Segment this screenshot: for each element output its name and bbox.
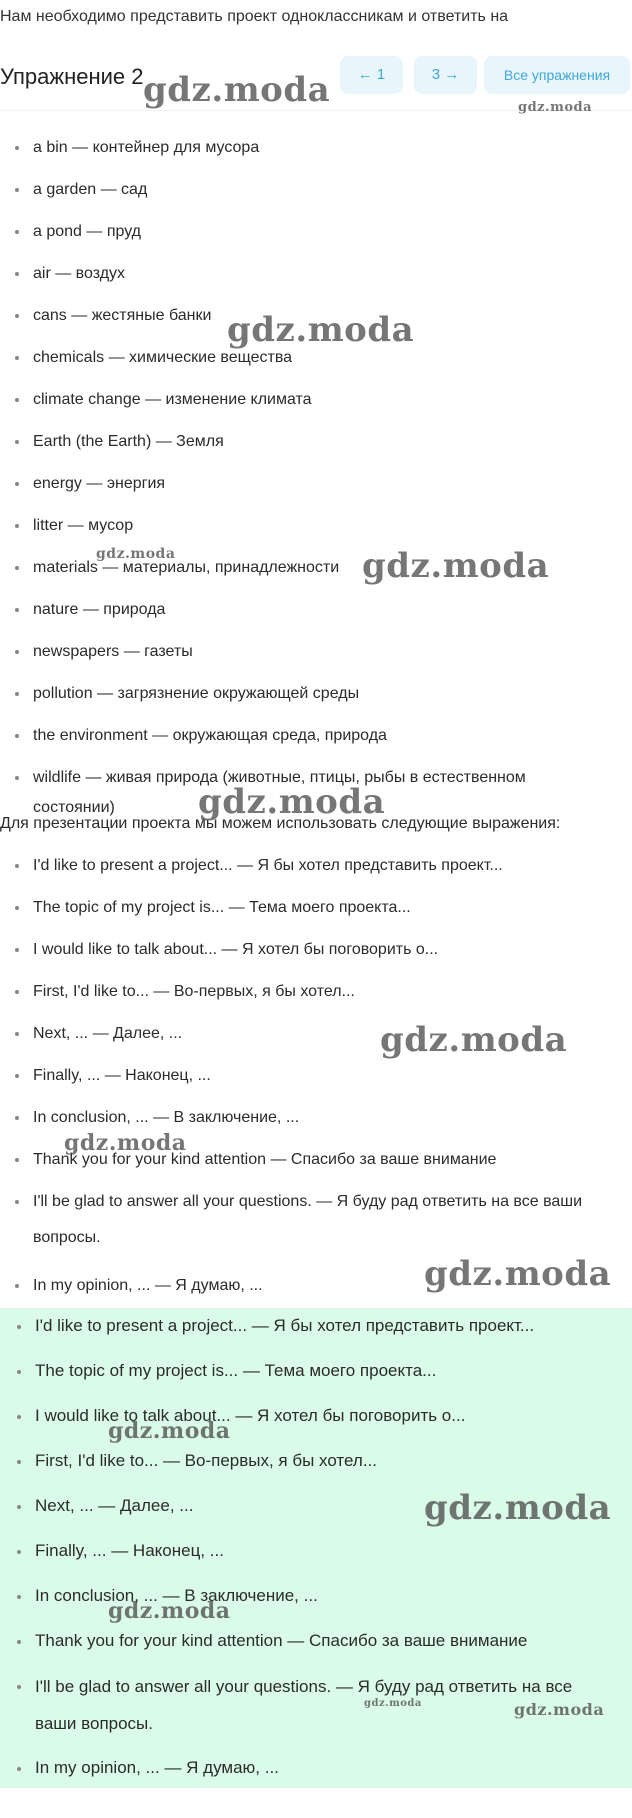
bullet-icon <box>15 776 19 780</box>
bullet-icon <box>15 1032 19 1036</box>
bullet-icon <box>15 1116 19 1120</box>
watermark-logo: gdz.moda <box>108 1598 231 1624</box>
bullet-icon <box>15 314 19 318</box>
intro-line: Нам необходимо представить проект одноклассникам и ответить на <box>0 8 509 25</box>
bullet-icon <box>15 524 19 528</box>
bullet-icon <box>15 188 19 192</box>
watermark-logo: gdz.moda <box>424 1254 612 1294</box>
bullet-icon <box>15 398 19 402</box>
bullet-icon <box>15 1284 19 1288</box>
page-title: Упражнение 2 <box>0 64 144 89</box>
bullet-icon <box>15 1158 19 1162</box>
watermark-logo: gdz.moda <box>227 310 415 350</box>
list-item: I'll be glad to answer all your questions. — Я буду рад ответить на все ваши вопросы. <box>0 1184 620 1256</box>
bullet-icon <box>15 482 19 486</box>
watermark-logo: gdz.moda <box>362 546 550 586</box>
bullet-icon <box>15 864 19 868</box>
bullet-icon <box>17 1325 21 1329</box>
bullet-icon <box>15 566 19 570</box>
bullet-icon <box>17 1505 21 1509</box>
watermark-logo: gdz.moda <box>96 546 176 562</box>
bullet-icon <box>15 608 19 612</box>
bullet-icon <box>15 356 19 360</box>
bullet-icon <box>15 692 19 696</box>
watermark-logo: gdz.moda <box>364 1698 422 1709</box>
prev-exercise-button[interactable]: ← 1 <box>340 56 403 94</box>
watermark-logo: gdz.moda <box>198 782 386 822</box>
all-exercises-button[interactable]: Все упражнения <box>484 56 630 94</box>
watermark-logo: gdz.moda <box>143 70 331 110</box>
watermark-logo: gdz.moda <box>424 1488 612 1528</box>
bullet-icon <box>15 948 19 952</box>
watermark-logo: gdz.moda <box>64 1130 187 1156</box>
watermark-logo: gdz.moda <box>108 1418 231 1444</box>
bullet-icon <box>15 1200 19 1204</box>
bullet-icon <box>15 990 19 994</box>
bullet-icon <box>17 1685 21 1689</box>
bullet-icon <box>17 1415 21 1419</box>
next-exercise-button[interactable]: 3 → <box>414 56 477 94</box>
watermark-logo: gdz.moda <box>514 1700 605 1719</box>
bullet-icon <box>15 734 19 738</box>
list-item: I'll be glad to answer all your questions. — Я буду рад ответить на все ваши вопросы. <box>0 1668 620 1742</box>
bullet-icon <box>15 230 19 234</box>
bullet-icon <box>17 1550 21 1554</box>
bullet-icon <box>17 1640 21 1644</box>
watermark-logo: gdz.moda <box>518 100 593 115</box>
bullet-icon <box>15 650 19 654</box>
watermark-logo: gdz.moda <box>380 1020 568 1060</box>
bullet-icon <box>15 272 19 276</box>
bullet-icon <box>17 1370 21 1374</box>
bullet-icon <box>15 906 19 910</box>
bullet-icon <box>17 1595 21 1599</box>
phrases-intro: Для презентации проекта мы можем использовать следующие выражения: <box>0 815 561 832</box>
bullet-icon <box>15 1074 19 1078</box>
vocab-tail-text: состоянии) <box>33 799 115 816</box>
bullet-icon <box>15 440 19 444</box>
bullet-icon <box>17 1767 21 1771</box>
bullet-icon <box>17 1460 21 1464</box>
bullet-icon <box>15 146 19 150</box>
